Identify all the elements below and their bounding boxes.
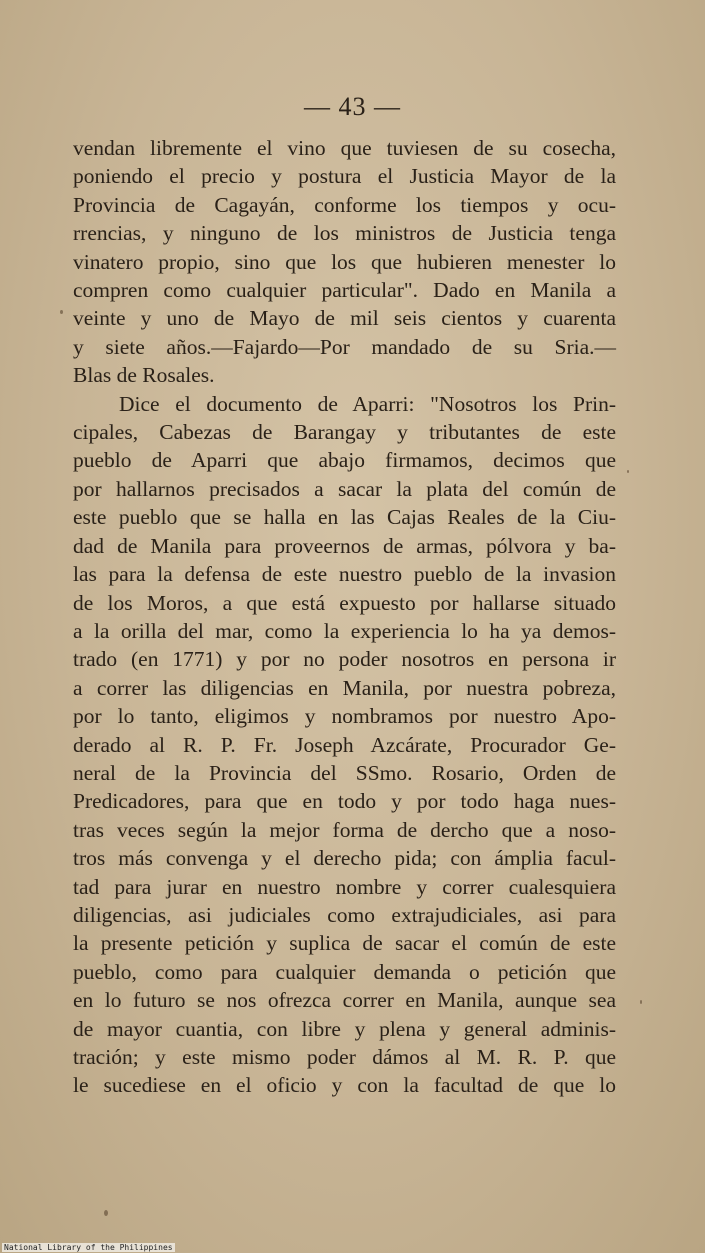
text-line: Provincia de Cagayán, conforme los tiempos y ocu- xyxy=(73,192,616,217)
text-line: poniendo el precio y postura el Justicia Mayor de la xyxy=(73,164,616,189)
text-line: y siete años.—Fajardo—Por mandado de su Sria.— xyxy=(73,334,616,359)
text-line: cipales, Cabezas de Barangay y tributantes de este xyxy=(73,420,616,445)
text-line: compren como cualquier particular". Dado en Manila a xyxy=(73,278,616,303)
text-line: en lo futuro se nos ofrezca correr en Manila, aunque sea xyxy=(73,988,616,1013)
text-line: a correr las diligencias en Manila, por nuestra pobreza, xyxy=(73,675,616,700)
text-line: tración; y este mismo poder dámos al M. R. P. que xyxy=(73,1045,616,1069)
text-line: Blas de Rosales. xyxy=(73,363,215,388)
text-line: dad de Manila para proveernos de armas, pólvora y ba- xyxy=(73,533,616,558)
body-text xyxy=(73,134,616,1100)
text-line: por lo tanto, eligimos y nombramos por nuestro Apo- xyxy=(73,704,616,729)
text-line: derado al R. P. Fr. Joseph Azcárate, Procurador Ge- xyxy=(73,732,616,757)
text-line: tros más convenga y el derecho pida; con ámplia facul- xyxy=(73,846,616,871)
paper-speck xyxy=(60,310,63,314)
text-line: vendan libremente el vino que tuviesen de su cosecha, xyxy=(73,136,616,160)
text-line: vinatero propio, sino que los que hubieren menester lo xyxy=(73,249,616,274)
library-watermark: National Library of the Philippines xyxy=(4,1243,173,1252)
text-line: pueblo de Aparri que abajo firmamos, decimos que xyxy=(73,448,616,473)
text-line: de los Moros, a que está expuesto por hallarse situado xyxy=(73,590,616,615)
text-line: pueblo, como para cualquier demanda o petición que xyxy=(73,959,616,984)
text-line: Predicadores, para que en todo y por todo haga nues- xyxy=(73,789,616,814)
text-line: la presente petición y suplica de sacar el común de este xyxy=(73,931,616,956)
text-line: de mayor cuantia, con libre y plena y general adminis- xyxy=(73,1016,616,1041)
text-line: a la orilla del mar, como la experiencia lo ha ya demos- xyxy=(73,618,616,643)
text-line: tras veces según la mejor forma de dercho que a noso- xyxy=(73,817,616,842)
text-line: tad para jurar en nuestro nombre y correr cualesquiera xyxy=(73,874,616,899)
text-line: las para la defensa de este nuestro pueblo de la invasion xyxy=(73,562,616,587)
text-line: por hallarnos precisados a sacar la plata del común de xyxy=(73,476,616,501)
text-line: le sucediese en el oficio y con la facultad de que lo xyxy=(73,1073,616,1098)
paper-speck xyxy=(627,470,629,473)
paper-speck xyxy=(640,1000,642,1004)
text-line: Dice el documento de Aparri: "Nosotros los Prin- xyxy=(119,391,616,416)
text-line: neral de la Provincia del SSmo. Rosario, Orden de xyxy=(73,760,616,785)
text-line: este pueblo que se halla en las Cajas Reales de la Ciu- xyxy=(73,505,616,530)
paper-speck xyxy=(104,1210,108,1216)
text-line: diligencias, asi judiciales como extrajudiciales, asi para xyxy=(73,902,616,927)
text-line: trado (en 1771) y por no poder nosotros en persona ir xyxy=(73,647,616,672)
text-line: veinte y uno de Mayo de mil seis cientos y cuarenta xyxy=(73,306,616,331)
page-number: — 43 — xyxy=(304,92,401,121)
text-line: rrencias, y ninguno de los ministros de Justicia tenga xyxy=(73,221,616,246)
